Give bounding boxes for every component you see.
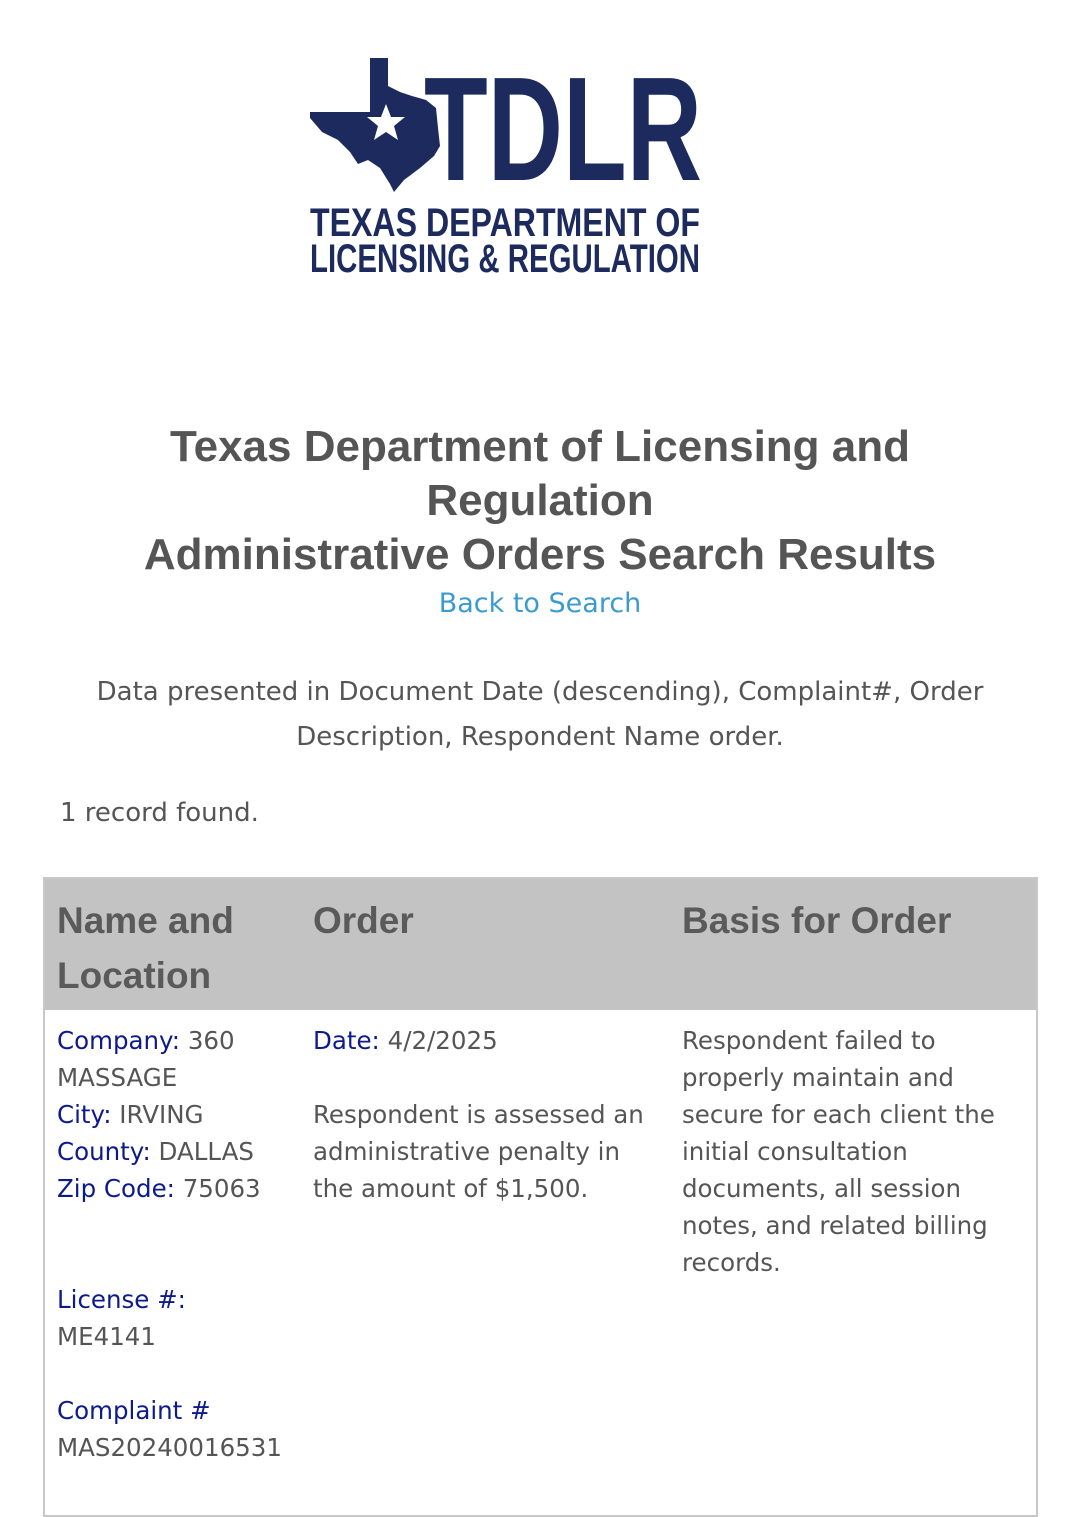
license-label: License #: [57, 1285, 186, 1314]
header-order: Order [313, 900, 414, 941]
basis-cell [682, 1022, 1027, 1281]
header-name-location: Name and Location [57, 900, 234, 996]
zip-field [57, 1170, 297, 1207]
record-count: 1 record found. [60, 798, 259, 828]
city-value: IRVING [119, 1100, 204, 1129]
zip-label: Zip Code: [57, 1174, 175, 1203]
results-table [43, 877, 1038, 1517]
company-value: 360 MASSAGE [57, 1026, 235, 1092]
complaint-value: MAS20240016531 [57, 1433, 282, 1462]
county-field [57, 1133, 297, 1170]
date-field [313, 1022, 663, 1059]
license-value: ME4141 [57, 1322, 156, 1351]
texas-shape-icon [310, 58, 440, 192]
title-line3: Administrative Orders Search Results [143, 530, 937, 579]
logo-line1: TEXAS DEPARTMENT OF [310, 201, 700, 245]
city-field [57, 1096, 297, 1133]
date-value: 4/2/2025 [387, 1026, 498, 1055]
order-cell [313, 1022, 663, 1207]
title-line1: Texas Department of Licensing and [169, 422, 910, 471]
county-label: County: [57, 1137, 151, 1166]
complaint-label: Complaint # [57, 1396, 211, 1425]
tdlr-logo [308, 47, 704, 281]
header-basis: Basis for Order [682, 900, 952, 941]
table-header [45, 879, 1036, 1010]
title-line2: Regulation [426, 476, 654, 525]
date-label: Date: [313, 1026, 380, 1055]
city-label: City: [57, 1100, 112, 1129]
basis-description: Respondent failed to properly maintain and secure for each client the initial consultation documents, all session notes, and related billing records. [682, 1026, 995, 1277]
back-to-search-link[interactable]: Back to Search [438, 588, 642, 619]
company-field [57, 1022, 297, 1096]
order-description: Respondent is assessed an administrative penalty in the amount of $1,500. [313, 1100, 644, 1203]
county-value: DALLAS [158, 1137, 254, 1166]
tdlr-logo-graphic [308, 47, 704, 281]
page-title [40, 420, 1040, 582]
name-location-cell [57, 1022, 297, 1466]
logo-line2: LICENSING & REGULATION [310, 237, 700, 281]
company-label: Company: [57, 1026, 181, 1055]
logo-acronym: TDLR [424, 47, 702, 212]
sort-order-note: Data presented in Document Date (descending), Complaint#, Order Description, Respondent Name order. [96, 677, 984, 752]
zip-value: 75063 [182, 1174, 261, 1203]
